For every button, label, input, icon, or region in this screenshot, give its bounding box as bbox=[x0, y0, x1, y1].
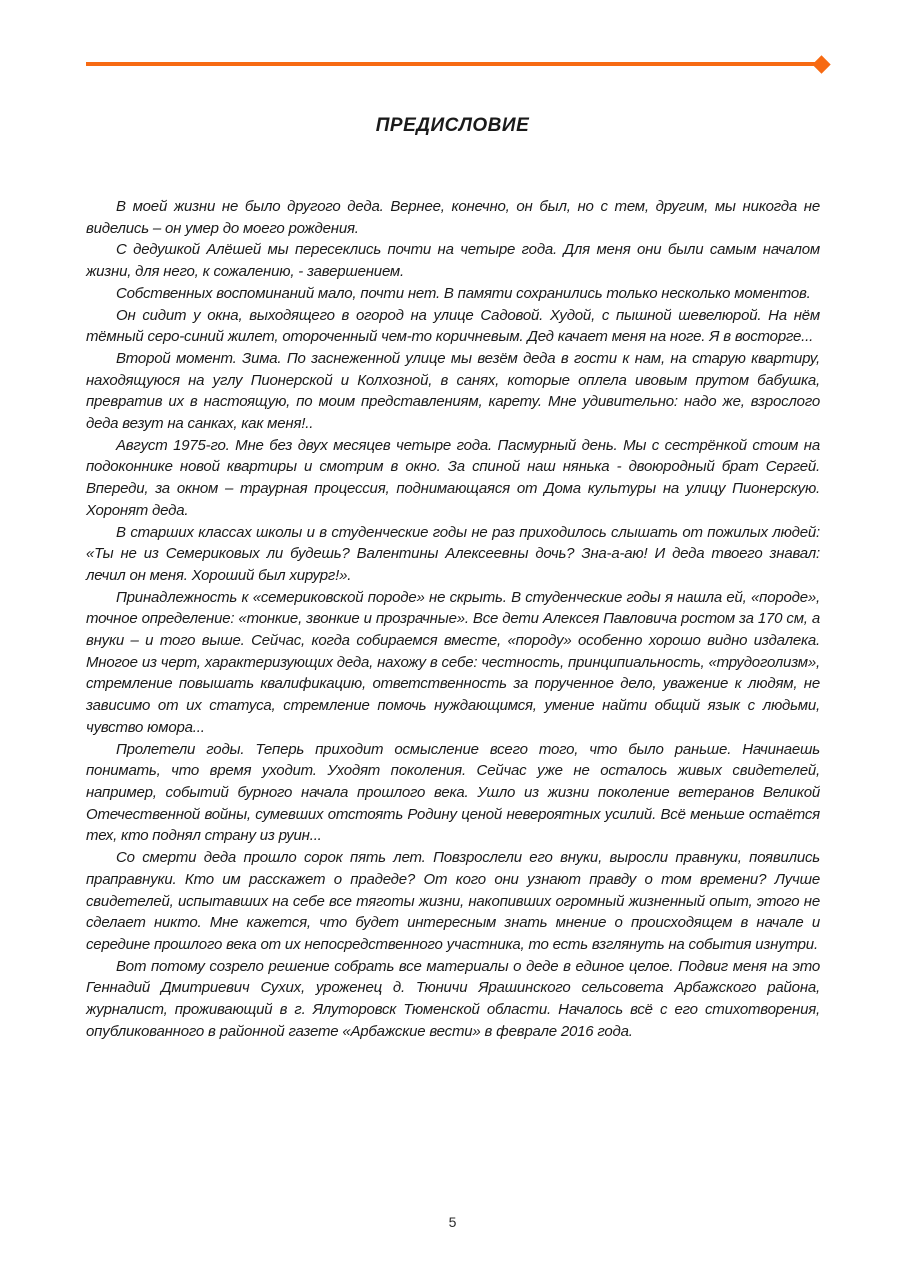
paragraph: Второй момент. Зима. По заснеженной улице мы везём деда в гости к нам, на старую квартиру, находящуюся на углу Пионерской и Колхозной, в санях, которые оплела ивовым прутом бабушка, превратив их в настоящую, по моим представлениям, карету. Мне удивительно: надо же, взрослого деда везут на санках, как меня!.. bbox=[86, 349, 820, 433]
preface-text bbox=[86, 196, 820, 1042]
paragraph: Вот потому созрело решение собрать все материалы о деде в единое целое. Подвиг меня на это Геннадий Дмитриевич Сухих, уроженец д. Тюничи Ярашинского сельсовета Арбажского района, журналист, проживающий в г. Ялуторовск Тюменской области. Началось всё с его стихотворения, опубликованного в районной газете «Арбажские вести» в феврале 2016 года. bbox=[86, 957, 820, 1040]
paragraph: С дедушкой Алёшей мы пересеклись почти на четыре года. Для меня они были самым началом жизни, для него, к сожалению, - завершением. bbox=[86, 241, 820, 281]
paragraph: Собственных воспоминаний мало, почти нет. В памяти сохранились только несколько моментов. bbox=[116, 284, 811, 302]
paragraph: Со смерти деда прошло сорок пять лет. Повзрослели его внуки, выросли правнуки, появились праправнуки. Кто им расскажет о прадеде? От кого они узнают правду о том времени? Лучше свидетелей, испытавших на себе все тяготы жизни, накопивших огромный жизненный опыт, этого не сделает никто. Мне кажется, что будет интересным знать мнение о происходящем в начале и середине прошлого века от их непосредственного участника, то есть взглянуть на события изнутри. bbox=[86, 849, 820, 953]
page-title: ПРЕДИСЛОВИЕ bbox=[375, 115, 530, 136]
diamond-icon bbox=[812, 55, 830, 73]
page-number: 5 bbox=[448, 1214, 457, 1230]
paragraph: В моей жизни не было другого деда. Вернее, конечно, он был, но с тем, другим, мы никогда не виделись – он умер до моего рождения. bbox=[86, 198, 820, 237]
decorative-rule bbox=[86, 62, 820, 66]
paragraph: Август 1975-го. Мне без двух месяцев четыре года. Пасмурный день. Мы с сестрёнкой стоим на подоконнике новой квартиры и смотрим в окно. За спиной наш нянька - двоюродный брат Сергей. Впереди, за окном – траурная процессия, поднимающаяся от Дома культуры на улицу Пионерскую. Хоронят деда. bbox=[86, 436, 820, 519]
paragraph: Он сидит у окна, выходящего в огород на улице Садовой. Худой, с пышной шевелюрой. На нём тёмный серо-синий жилет, отороченный чем-то коричневым. Дед качает меня на ноге. Я в восторге... bbox=[86, 306, 820, 346]
paragraph: Пролетели годы. Теперь приходит осмысление всего того, что было раньше. Начинаешь понимать, что время уходит. Уходят поколения. Сейчас уже не осталось живых свидетелей, например, событий бурного начала прошлого века. Ушло из жизни поколение ветеранов Великой Отечественной войны, сумевших отстоять Родину ценой невероятных усилий. Всё меньше остаётся тех, кто поднял страну из руин... bbox=[86, 740, 820, 845]
paragraph: В старших классах школы и в студенческие годы не раз приходилось слышать от пожилых людей: «Ты не из Семериковых ли будешь? Валентины Алексеевны дочь? Зна-а-аю! И деда твоего знавал: лечил он меня. Хороший был хирург!». bbox=[86, 523, 820, 584]
paragraph: Принадлежность к «семериковской породе» не скрыть. В студенческие годы я нашла ей, «породе», точное определение: «тонкие, звонкие и прозрачные». Все дети Алексея Павловича ростом за 170 см, а внуки – и того выше. Сейчас, когда собираемся вместе, «породу» особенно хорошо видно издалека. Многое из черт, характеризующих деда, нахожу в себе: честность, принципиальность, «трудоголизм», стремление повышать квалификацию, ответственность за порученное дело, уважение к людям, не зависимо от их статуса, стремление помочь нуждающимся, умение найти общий язык с людьми, чувство юмора... bbox=[86, 588, 820, 736]
